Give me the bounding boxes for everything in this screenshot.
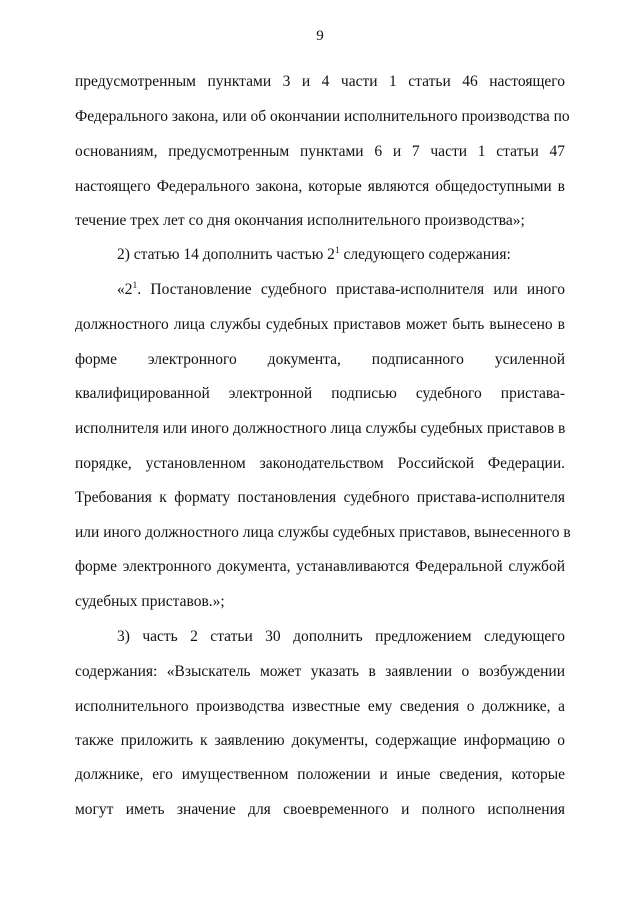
text-line: содержания: «Взыскатель может указать в заявлении о возбуждении xyxy=(75,663,565,680)
text-line: предусмотренным пунктами 3 и 4 части 1 статьи 46 настоящего xyxy=(75,73,565,90)
item-3-first-line: 3) часть 2 статьи 30 дополнить предложением следующего xyxy=(117,628,565,645)
item-2-text-tail: следующего содержания: xyxy=(339,246,511,263)
quote-first-text: . Постановление судебного пристава-исполнителя или иного xyxy=(137,281,565,298)
text-line: или иного должностного лица службы судебных приставов, вынесенного в xyxy=(75,524,571,541)
text-line: форме электронного документа, подписанного усиленной xyxy=(75,351,565,368)
text-line: исполнителя или иного должностного лица службы судебных приставов в xyxy=(75,420,566,437)
text-line: исполнительного производства известные ему сведения о должнике, а xyxy=(75,698,565,715)
text-line: также приложить к заявлению документы, содержащие информацию о xyxy=(75,732,565,749)
text-line: основаниям, предусмотренным пунктами 6 и 7 части 1 статьи 47 xyxy=(75,143,565,160)
text-line: форме электронного документа, устанавливаются Федеральной службой xyxy=(75,558,565,575)
text-line: порядке, установленном законодательством Российской Федерации. xyxy=(75,455,565,472)
text-line: судебных приставов.»; xyxy=(75,593,225,610)
text-line: должнике, его имущественном положении и иные сведения, которые xyxy=(75,766,565,783)
quote-superscript: 1 xyxy=(132,281,138,291)
text-line: Требования к формату постановления судебного пристава-исполнителя xyxy=(75,489,565,506)
item-2-text: 2) статью 14 дополнить частью 2 xyxy=(117,246,335,263)
text-line: течение трех лет со дня окончания исполнительного производства»; xyxy=(75,212,525,229)
text-line: Федерального закона, или об окончании исполнительного производства по xyxy=(75,108,570,125)
item-2-superscript: 1 xyxy=(334,246,340,256)
quote-first-line xyxy=(117,280,565,300)
page-number: 9 xyxy=(316,28,324,44)
text-line: квалифицированной электронной подписью судебного пристава- xyxy=(75,385,565,402)
item-2-line xyxy=(117,245,565,265)
text-line: должностного лица службы судебных приставов может быть вынесено в xyxy=(75,316,565,333)
text-line: могут иметь значение для своевременного и полного исполнения xyxy=(75,801,565,818)
text-line: настоящего Федерального закона, которые являются общедоступными в xyxy=(75,178,565,195)
quote-open: «2 xyxy=(117,281,133,298)
